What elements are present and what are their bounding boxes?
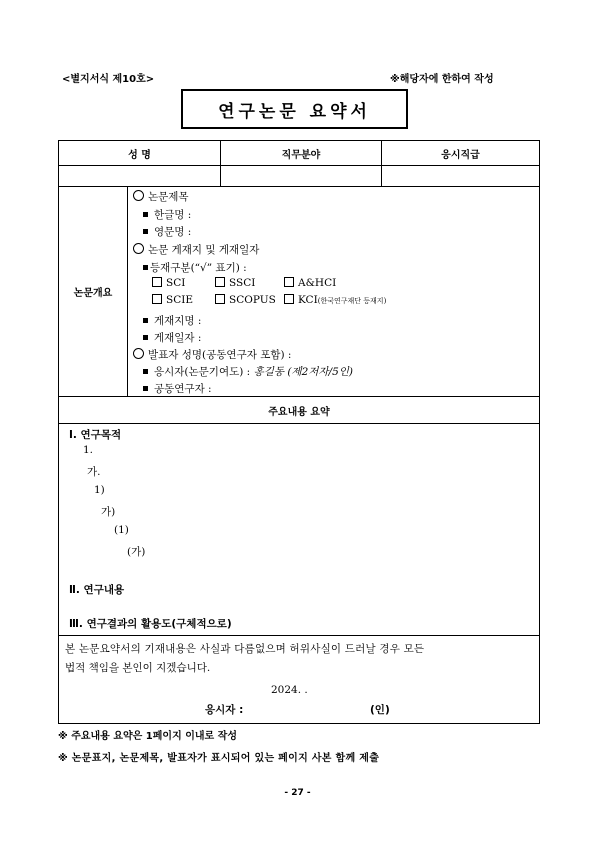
ahci-checkbox[interactable] (284, 277, 294, 287)
ahci-label: A&HCI (298, 277, 337, 289)
summary-form-table (58, 140, 540, 724)
seal-label: (인) (370, 704, 390, 716)
rank-cell[interactable] (381, 166, 539, 186)
note-page-limit: ※ 주요내용 요약은 1페이지 이내로 작성 (58, 731, 237, 742)
outline-level-5: (1) (114, 524, 129, 536)
outline-level-3: 1) (94, 484, 105, 496)
sci-checkbox[interactable] (152, 277, 162, 287)
declaration-block (59, 636, 539, 723)
korean-name-label: 한글명 : (154, 209, 192, 221)
header-note: ※해당자에 한하여 작성 (390, 74, 494, 85)
scie-checkbox[interactable] (152, 294, 162, 304)
applicant-signature-label: 응시자 : (205, 704, 244, 716)
summary-body[interactable] (59, 424, 539, 636)
category-label: 등재구분(“√” 표기) : (150, 262, 247, 274)
english-name-label: 영문명 : (154, 226, 192, 238)
summary-heading: 주요내용 요약 (268, 406, 330, 418)
circle-bullet-icon (133, 190, 144, 201)
declaration-line-1: 본 논문요약서의 기재내용은 사실과 다름없으며 허위사실이 드러날 경우 모든 (65, 643, 425, 655)
field-cell[interactable] (220, 166, 381, 186)
section-content: Ⅱ. 연구내용 (69, 584, 125, 596)
kci-note: (한국연구재단 등재지) (317, 297, 387, 305)
paper-title-label: 논문제목 (148, 191, 189, 203)
scopus-checkbox[interactable] (215, 294, 225, 304)
section-purpose: Ⅰ. 연구목적 (69, 429, 122, 441)
overview-row (59, 187, 539, 397)
square-bullet-icon (143, 229, 148, 234)
applicant-example: 홍길동 (제2저자/5인) (253, 366, 353, 378)
publication-date-label: 게재일자 : (154, 332, 202, 344)
page-number: - 27 - (284, 788, 311, 798)
square-bullet-icon (143, 386, 148, 391)
journal-date-label: 논문 게재지 및 게재일자 (148, 244, 260, 256)
name-cell[interactable] (59, 166, 220, 186)
form-number: <별지서식 제10호> (62, 74, 155, 85)
summary-heading-row (59, 397, 539, 424)
square-bullet-icon (143, 212, 148, 217)
square-bullet-icon (143, 335, 148, 340)
overview-content[interactable] (127, 187, 539, 396)
name-header: 성 명 (128, 149, 151, 161)
field-header: 직무분야 (220, 141, 381, 165)
declaration-date: 2024. . (271, 684, 308, 696)
outline-level-6: (가) (127, 546, 146, 558)
circle-bullet-icon (133, 348, 144, 359)
overview-label: 논문개요 (73, 288, 113, 299)
sci-label: SCI (166, 277, 186, 289)
table-header-row (59, 141, 539, 166)
applicant-contribution-label: 응시자(논문기여도) : (154, 366, 251, 378)
page-title: 연구논문 요약서 (181, 89, 408, 129)
outline-level-4: 가) (101, 506, 116, 518)
square-bullet-icon (143, 265, 148, 270)
kci-label: KCI (298, 294, 318, 306)
rank-header: 응시직급 (381, 141, 539, 165)
authors-label: 발표자 성명(공동연구자 포함) : (148, 349, 292, 361)
section-utilization: Ⅲ. 연구결과의 활용도(구체적으로) (69, 618, 232, 630)
kci-checkbox[interactable] (284, 294, 294, 304)
note-submit-copy: ※ 논문표지, 논문제목, 발표자가 표시되어 있는 페이지 사본 함께 제출 (58, 753, 380, 764)
coauthors-label: 공동연구자 : (154, 383, 212, 395)
ssci-checkbox[interactable] (215, 277, 225, 287)
ssci-label: SSCI (229, 277, 256, 289)
scopus-label: SCOPUS (229, 294, 276, 306)
scie-label: SCIE (166, 294, 194, 306)
circle-bullet-icon (133, 243, 144, 254)
table-input-row (59, 166, 539, 187)
declaration-line-2: 법적 책임을 본인이 지겠습니다. (65, 662, 211, 674)
square-bullet-icon (143, 318, 148, 323)
outline-level-1: 1. (83, 444, 94, 456)
square-bullet-icon (143, 369, 148, 374)
journal-name-label: 게재지명 : (154, 315, 202, 327)
outline-level-2: 가. (87, 466, 101, 478)
